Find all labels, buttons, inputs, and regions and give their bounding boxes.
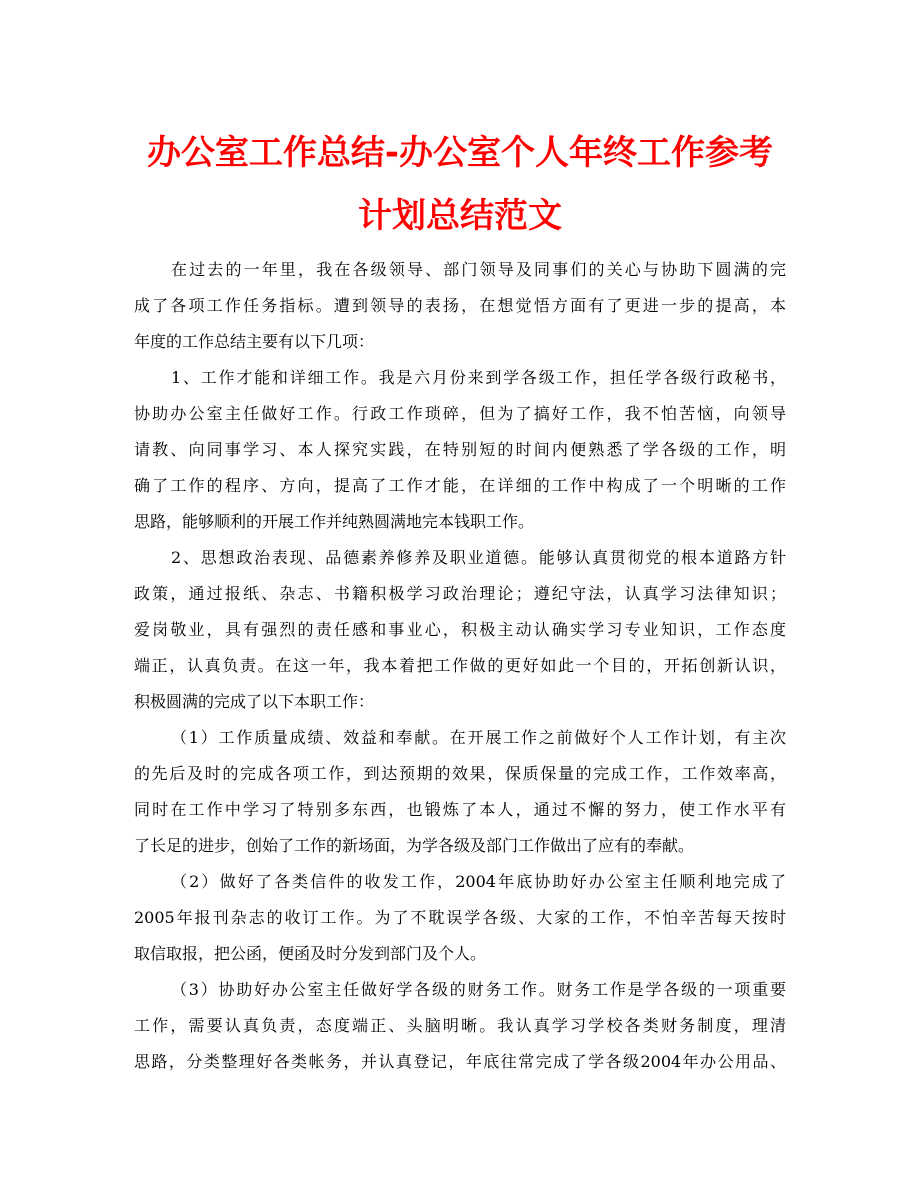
body-line: 年度的工作总结主要有以下几项： <box>134 332 375 351</box>
body-line: 2、思想政治表现、品德素养修养及职业道德。能够认真贯彻党的根本道路方针 <box>171 548 786 567</box>
body-line: 请教、向同事学习、本人探究实践，在特别短的时间内便熟悉了学各级的工作，明 <box>134 440 786 459</box>
body-line: （2）做好了各类信件的收发工作，2004年底协助好办公室主任顺利地完成了 <box>171 872 786 891</box>
body-line: 2005年报刊杂志的收订工作。为了不耽误学各级、大家的工作，不怕辛苦每天按时 <box>134 908 786 927</box>
body-line: 端正，认真负责。在这一年，我本着把工作做的更好如此一个目的，开拓创新认识， <box>134 656 786 675</box>
body-line: 同时在工作中学习了特别多东西，也锻炼了本人，通过不懈的努力，使工作水平有 <box>134 800 786 819</box>
body-line: 成了各项工作任务指标。遭到领导的表扬，在想觉悟方面有了更进一步的提高，本 <box>134 296 786 315</box>
body-line: 思路，能够顺利的开展工作并纯熟圆满地完本钱职工作。 <box>134 512 535 531</box>
body-line: （3）协助好办公室主任做好学各级的财务工作。财务工作是学各级的一项重要 <box>171 980 786 999</box>
body-line: 1、工作才能和详细工作。我是六月份来到学各级工作，担任学各级行政秘书， <box>171 368 786 387</box>
body-line: 的先后及时的完成各项工作，到达预期的效果，保质保量的完成工作，工作效率高， <box>134 764 786 783</box>
body-line: 确了工作的程序、方向，提高了工作才能，在详细的工作中构成了一个明晰的工作 <box>134 476 786 495</box>
body-line: （1）工作质量成绩、效益和奉献。在开展工作之前做好个人工作计划，有主次 <box>171 728 786 747</box>
body-line: 爱岗敬业，具有强烈的责任感和事业心，积极主动认确实学习专业知识，工作态度 <box>134 620 786 639</box>
document-title-line-1: 办公室工作总结-办公室个人年终工作参考 <box>146 133 774 173</box>
body-line: 在过去的一年里，我在各级领导、部门领导及同事们的关心与协助下圆满的完 <box>171 260 786 279</box>
document-title-line-2: 计划总结范文 <box>358 196 562 236</box>
body-line: 了长足的进步，创始了工作的新场面，为学各级及部门工作做出了应有的奉献。 <box>134 836 695 855</box>
body-line: 思路，分类整理好各类帐务，并认真登记，年底往常完成了学各级2004年办公用品、 <box>134 1052 786 1071</box>
body-line: 协助办公室主任做好工作。行政工作琐碎，但为了搞好工作，我不怕苦恼，向领导 <box>134 404 786 423</box>
body-line: 政策，通过报纸、杂志、书籍积极学习政治理论；遵纪守法，认真学习法律知识； <box>134 584 786 603</box>
body-line: 取信取报，把公函，便函及时分发到部门及个人。 <box>134 944 487 963</box>
body-line: 积极圆满的完成了以下本职工作： <box>134 692 375 711</box>
body-line: 工作，需要认真负责，态度端正、头脑明晰。我认真学习学校各类财务制度，理清 <box>134 1016 786 1035</box>
